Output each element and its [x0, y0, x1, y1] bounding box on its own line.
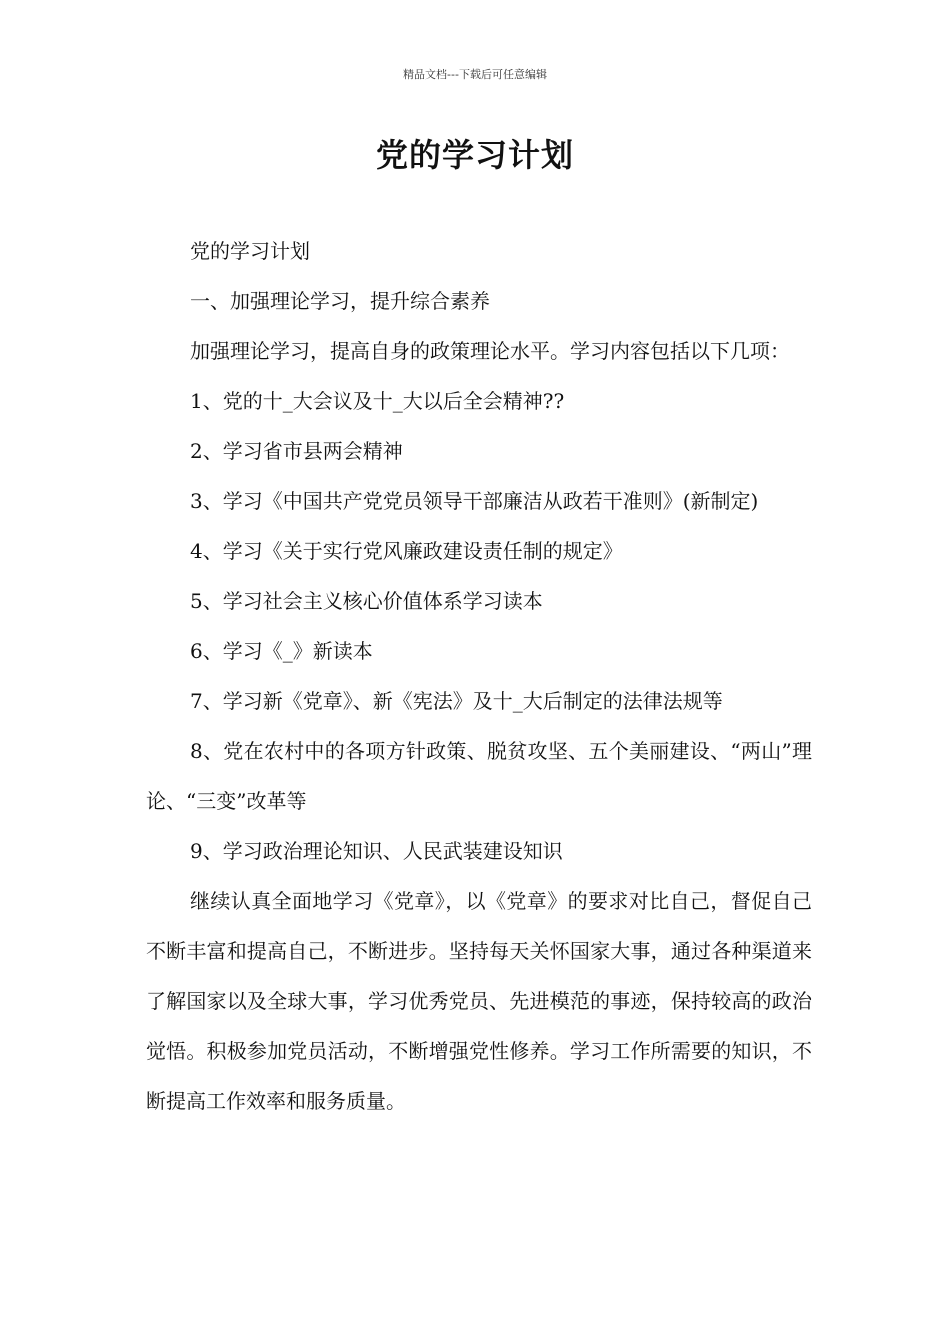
list-item: 7、学习新《党章》、新《宪法》及十_大后制定的法律法规等 — [190, 689, 723, 713]
list-item: 2、学习省市县两会精神 — [190, 439, 403, 463]
header-note: 精品文档---下载后可任意编辑 — [403, 68, 547, 81]
list-item: 6、学习《_》新读本 — [190, 639, 373, 663]
list-item: 5、学习社会主义核心价值体系学习读本 — [190, 589, 543, 613]
list-item: 1、党的十_大会议及十_大以后全会精神?? — [190, 389, 565, 413]
list-item: 8、党在农村中的各项方针政策、脱贫攻坚、五个美丽建设、“两山”理论、“三变”改革等 — [146, 739, 812, 813]
paragraph: 党的学习计划 — [190, 239, 310, 263]
paragraph: 加强理论学习，提高自身的政策理论水平。学习内容包括以下几项： — [190, 339, 790, 363]
paragraph: 继续认真全面地学习《党章》，以《党章》的要求对比自己，督促自己不断丰富和提高自己，不断进步。坚持每天关怀国家大事，通过各种渠道来了解国家以及全球大事，学习优秀党员、先进模范的事迹，保持较高的政治觉悟。积极参加党员活动，不断增强党性修养。学习工作所需要的知识，不断提高工作效率和服务质量。 — [146, 889, 812, 1113]
list-item: 3、学习《中国共产党党员领导干部廉洁从政若干准则》(新制定) — [190, 489, 759, 513]
list-item: 4、学习《关于实行党风廉政建设责任制的规定》 — [190, 539, 623, 563]
list-item: 9、学习政治理论知识、人民武装建设知识 — [190, 839, 563, 863]
page-title: 党的学习计划 — [375, 136, 574, 174]
section-heading: 一、加强理论学习，提升综合素养 — [190, 289, 490, 313]
document-body — [146, 226, 812, 1126]
